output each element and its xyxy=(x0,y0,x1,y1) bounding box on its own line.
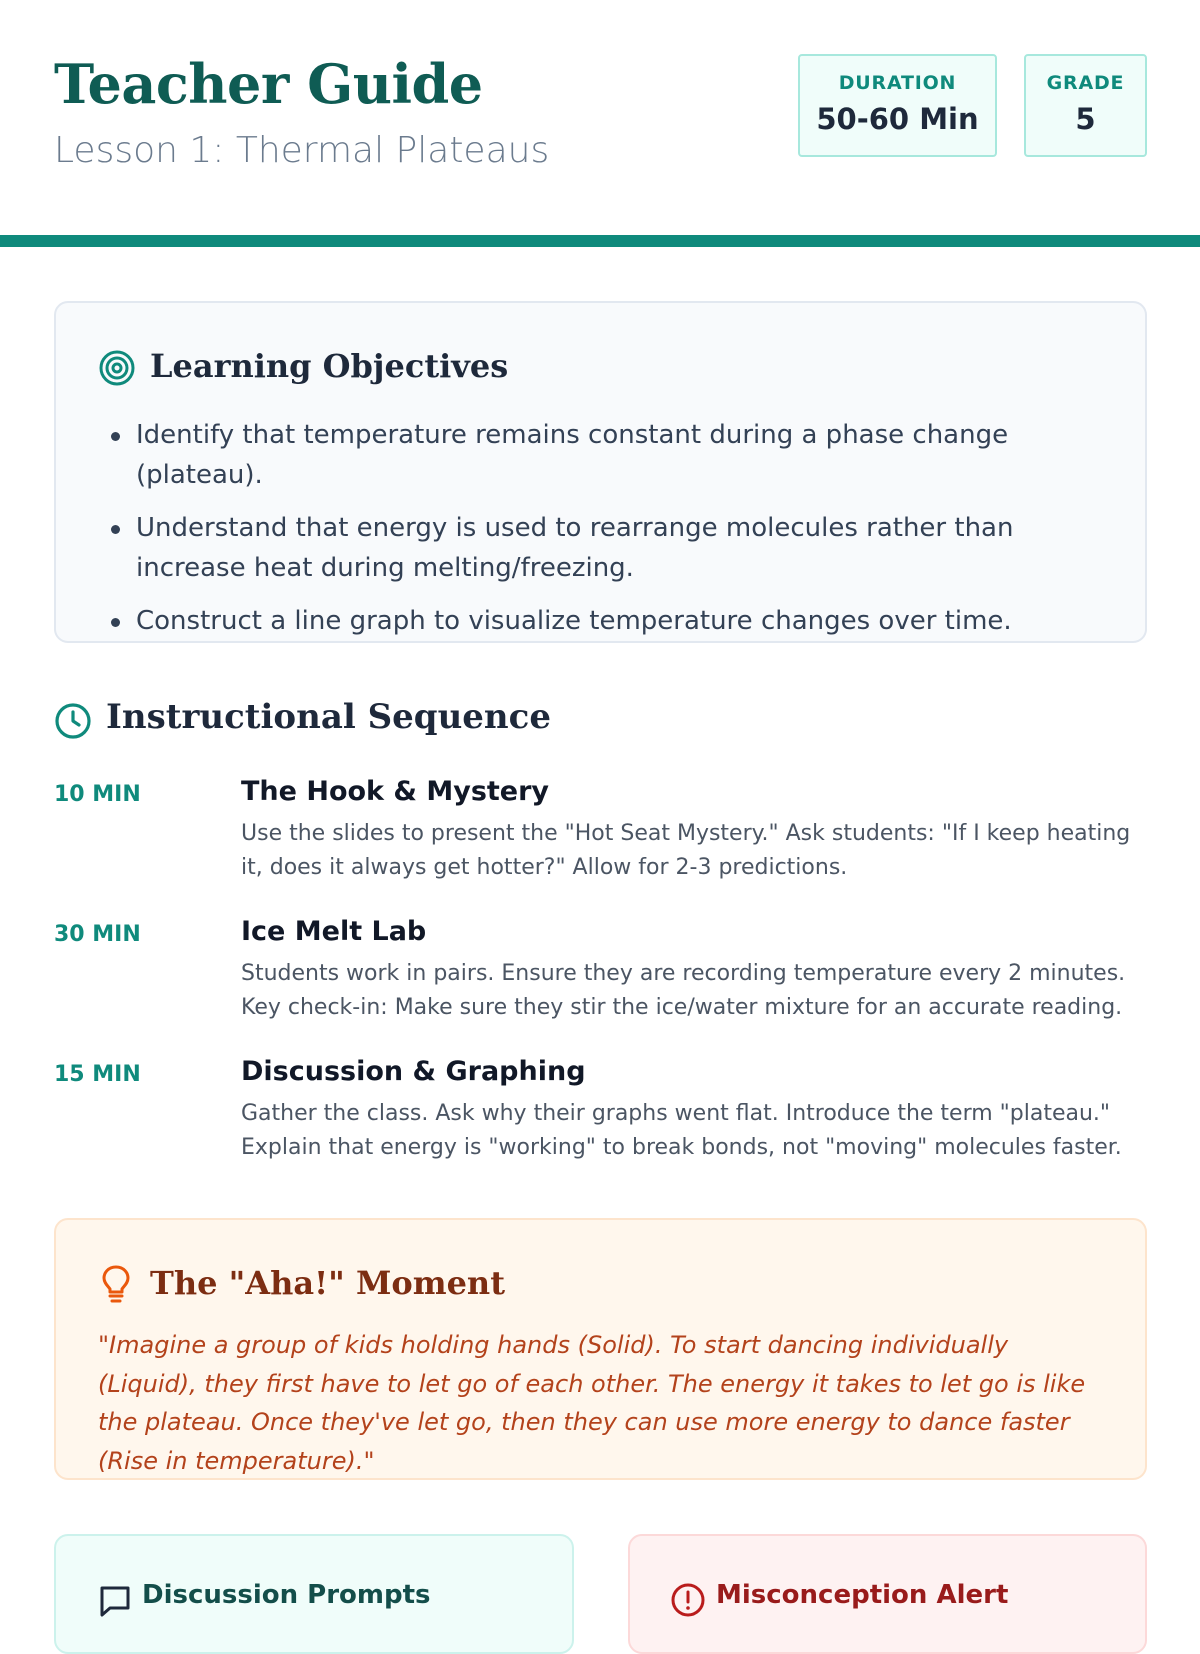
grade-label: GRADE xyxy=(1046,72,1125,94)
objectives-title: Learning Objectives xyxy=(150,347,509,385)
learning-objectives-card xyxy=(54,301,1147,643)
page-subtitle: Lesson 1: Thermal Plateaus xyxy=(54,130,550,171)
step-description: Use the slides to present the "Hot Seat Mystery." Ask students: "If I keep heating it, does it always get hotter?" Allow for 2-3 predictions. xyxy=(241,821,1131,880)
step-name: The Hook & Mystery xyxy=(241,776,550,807)
list-item: Identify that temperature remains constant during a phase change (plateau). xyxy=(104,415,1114,495)
discussion-prompts-card xyxy=(54,1534,574,1654)
discussion-prompts-title: Discussion Prompts xyxy=(142,1580,431,1610)
step-name: Ice Melt Lab xyxy=(241,916,427,947)
step-description: Students work in pairs. Ensure they are recording temperature every 2 minutes. Key check-in: Make sure they stir the ice/water mixture for an accurate reading. xyxy=(241,961,1126,1020)
grade-badge xyxy=(1024,54,1147,157)
sequence-title: Instructional Sequence xyxy=(106,697,551,737)
step-time: 15 MIN xyxy=(54,1062,141,1087)
objectives-list xyxy=(104,415,1114,654)
aha-quote: "Imagine a group of kids holding hands (Solid). To start dancing individually (Liquid), they first have to let go of each other. The energy it takes to let go is like the plateau. Once they've let go, then they can use more energy to dance faster (Rise in temperature)." xyxy=(98,1331,1086,1475)
page-title: Teacher Guide xyxy=(54,52,483,116)
duration-label: DURATION xyxy=(838,72,957,94)
aha-moment-card xyxy=(54,1218,1147,1480)
list-item: Construct a line graph to visualize temperature changes over time. xyxy=(104,601,1114,641)
alert-icon xyxy=(670,1582,706,1618)
lightbulb-icon xyxy=(100,1264,132,1304)
duration-value: 50-60 Min xyxy=(816,102,979,136)
step-description: Gather the class. Ask why their graphs went flat. Introduce the term "plateau." Explain that energy is "working" to break bonds, not "moving" molecules faster. xyxy=(241,1101,1122,1160)
target-icon xyxy=(98,349,136,387)
misconception-alert-title: Misconception Alert xyxy=(716,1580,1009,1610)
misconception-alert-card xyxy=(628,1534,1147,1654)
step-time: 10 MIN xyxy=(54,782,141,807)
chat-icon xyxy=(98,1584,132,1618)
aha-title: The "Aha!" Moment xyxy=(150,1264,505,1302)
clock-icon xyxy=(54,702,92,740)
page-header xyxy=(0,0,1200,247)
list-item: Understand that energy is used to rearrange molecules rather than increase heat during melting/freezing. xyxy=(104,508,1114,588)
step-name: Discussion & Graphing xyxy=(241,1056,586,1087)
step-time: 30 MIN xyxy=(54,922,141,947)
grade-value: 5 xyxy=(1075,102,1096,136)
duration-badge xyxy=(798,54,997,157)
